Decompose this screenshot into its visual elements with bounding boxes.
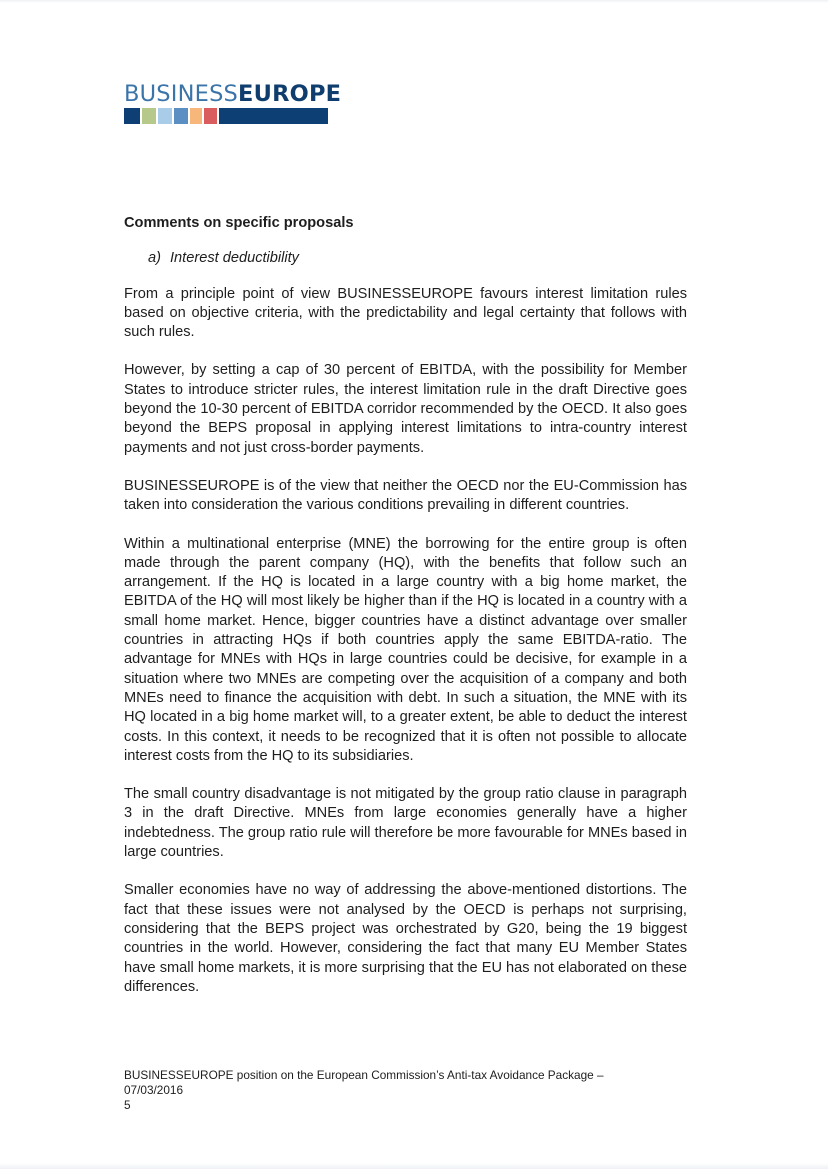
paragraph: BUSINESSEUROPE is of the view that neither the OECD nor the EU-Commission has taken into consideration the various conditions prevailing in different countries.	[124, 477, 687, 514]
logo-wordmark	[124, 81, 342, 107]
page-bottom-edge	[0, 1163, 828, 1169]
paragraph: Smaller economies have no way of addressing the above-mentioned distortions. The fact that these issues were not analysed by the OECD is perhaps not surprising, considering that the BEPS project was orchestrated by G20, being the 19 biggest countries in the world. However, considering the fact that many EU Member States have small home markets, it is more surprising that the EU has not elaborated on these differences.	[124, 882, 687, 995]
businesseurope-logo	[124, 81, 342, 124]
logo-block-orange	[190, 108, 202, 124]
logo-color-bar	[124, 108, 328, 124]
page-footer	[124, 1068, 604, 1114]
logo-block-green	[142, 108, 156, 124]
document-body	[124, 214, 687, 1016]
logo-text-europe: EUROPE	[238, 81, 342, 107]
paragraph: Within a multinational enterprise (MNE) the borrowing for the entire group is often made through the parent company (HQ), with the benefits that follow such an arrangement. If the HQ is located in a large country with a big home market, the EBITDA of the HQ will most likely be higher than if the HQ is located in a country with a small home market. Hence, bigger countries have a distinct advantage over smaller countries in attracting HQs if both countries apply the same EBITDA-ratio. The advantage for MNEs with HQs in large countries could be decisive, for example in a situation where two MNEs are competing over the acquisition of a company and both MNEs need to finance the acquisition with debt. In such a situation, the MNE with its HQ located in a big home market will, to a greater extent, be able to deduct the interest costs. In this context, it needs to be recognized that it is often not possible to allocate interest costs from the HQ to its subsidiaries.	[124, 535, 687, 764]
subsection-number: a)	[148, 250, 161, 267]
logo-block-red	[204, 108, 217, 124]
page-top-edge	[0, 0, 828, 3]
subsection-title: Interest deductibility	[170, 250, 299, 267]
logo-block-blue	[174, 108, 188, 124]
footer-title: BUSINESSEUROPE position on the European Commission’s Anti-tax Avoidance Package –	[124, 1068, 604, 1082]
section-heading: Comments on specific proposals	[124, 215, 354, 231]
paragraph: From a principle point of view BUSINESSEUROPE favours interest limitation rules based on objective criteria, with the predictability and legal certainty that follows with such rules.	[124, 285, 687, 341]
logo-text-business: BUSINESS	[124, 81, 239, 107]
footer-page-number: 5	[124, 1098, 131, 1113]
subsection-heading	[148, 249, 687, 268]
paragraph: The small country disadvantage is not mitigated by the group ratio clause in paragraph 3 in the draft Directive. MNEs from large economies generally have a higher indebtedness. The group ratio rule will therefore be more favourable for MNEs based in large countries.	[124, 786, 687, 861]
paragraph: However, by setting a cap of 30 percent of EBITDA, with the possibility for Member States to introduce stricter rules, the interest limitation rule in the draft Directive goes beyond the 10-30 percent of EBITDA corridor recommended by the OECD. It also goes beyond the BEPS proposal in applying interest limitations to intra-country interest payments and not just cross-border payments.	[124, 362, 687, 456]
logo-block-lightblue	[158, 108, 172, 124]
footer-date: 07/03/2016	[124, 1083, 184, 1098]
logo-block-navy	[124, 108, 140, 124]
logo-block-navy-long	[219, 108, 328, 124]
